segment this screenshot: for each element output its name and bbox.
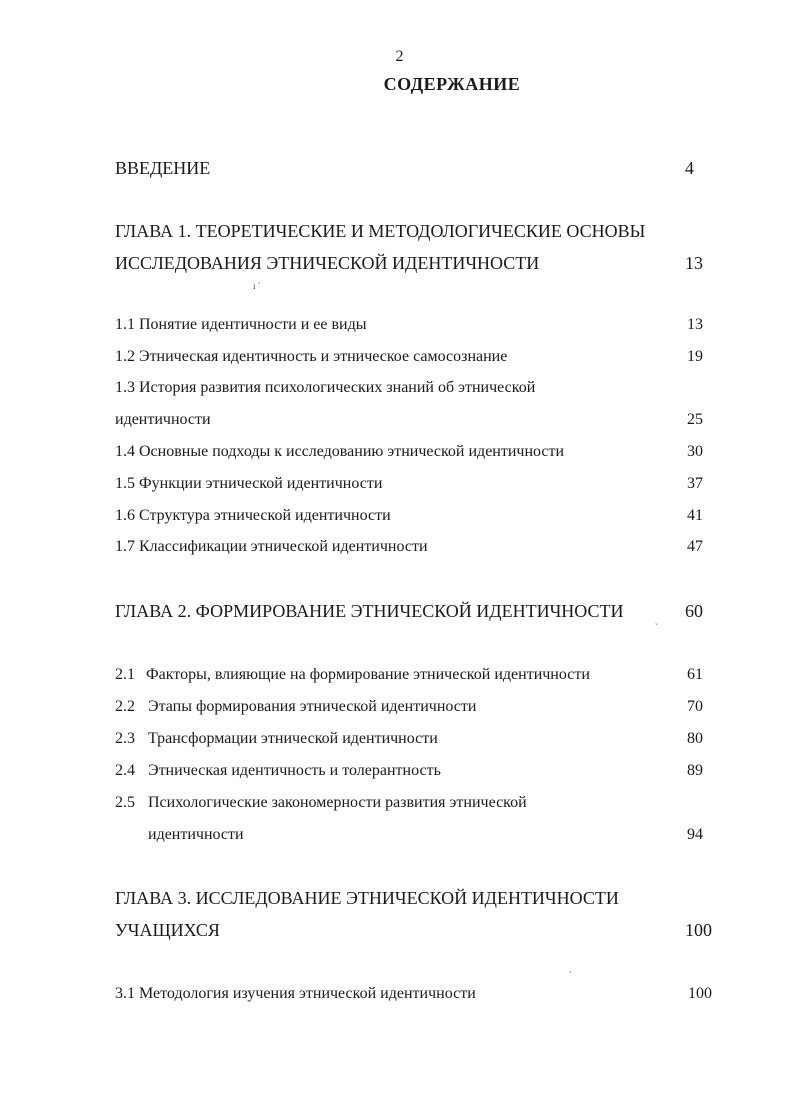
toc-section-1-6-page: 41 [687, 507, 703, 524]
toc-chapter2-page: 60 [685, 601, 703, 621]
toc-chapter1-title-line1: ГЛАВА 1. ТЕОРЕТИЧЕСКИЕ И МЕТОДОЛОГИЧЕСКИЕ ОСНОВЫ [115, 221, 646, 241]
toc-section-2-5-page: 94 [687, 826, 703, 843]
toc-section-2-3-page: 80 [687, 730, 703, 747]
toc-chapter2-title: ГЛАВА 2. ФОРМИРОВАНИЕ ЭТНИЧЕСКОЙ ИДЕНТИЧНОСТИ [115, 601, 624, 621]
toc-section-2-3: Трансформации этнической идентичности [148, 730, 438, 747]
toc-section-1-4-page: 30 [687, 443, 703, 460]
toc-section-1-2: 1.2 Этническая идентичность и этническое самосознание [115, 348, 508, 365]
toc-section-1-6: 1.6 Структура этнической идентичности [115, 507, 391, 524]
toc-section-2-5-num: 2.5 [115, 794, 135, 811]
scan-speck: ı ˊ [253, 281, 261, 291]
toc-section-2-1-page: 61 [687, 666, 703, 683]
toc-section-1-1: 1.1 Понятие идентичности и ее виды [115, 316, 367, 333]
toc-section-3-1-page: 100 [688, 985, 712, 1002]
toc-section-1-5-page: 37 [687, 475, 703, 492]
toc-intro-page: 4 [685, 158, 694, 178]
toc-section-2-5: Психологические закономерности развития этнической [148, 794, 527, 811]
toc-section-2-2-page: 70 [687, 698, 703, 715]
toc-section-2-4-page: 89 [687, 762, 703, 779]
toc-section-3-1: 3.1 Методология изучения этнической идентичности [115, 985, 476, 1002]
scan-speck: ˋ [655, 622, 658, 632]
toc-section-1-7-page: 47 [687, 538, 703, 555]
toc-intro-label: ВВЕДЕНИЕ [115, 158, 211, 178]
toc-section-1-2-page: 19 [687, 348, 703, 365]
toc-section-2-1: Факторы, влияющие на формирование этнической идентичности [146, 666, 590, 683]
toc-section-1-4: 1.4 Основные подходы к исследованию этнической идентичности [115, 443, 565, 460]
toc-section-2-2-num: 2.2 [115, 698, 135, 715]
toc-section-2-4: Этническая идентичность и толерантность [148, 762, 441, 779]
toc-section-1-5: 1.5 Функции этнической идентичности [115, 475, 383, 492]
page-number: 2 [395, 48, 404, 65]
toc-section-1-3: 1.3 История развития психологических знаний об этнической [115, 379, 536, 396]
toc-section-2-3-num: 2.3 [115, 730, 135, 747]
toc-section-1-7: 1.7 Классификации этнической идентичности [115, 538, 428, 555]
toc-section-1-1-page: 13 [687, 316, 703, 333]
toc-section-2-4-num: 2.4 [115, 762, 135, 779]
toc-chapter1-title-line2: ИССЛЕДОВАНИЯ ЭТНИЧЕСКОЙ ИДЕНТИЧНОСТИ [115, 253, 540, 273]
toc-section-1-3-cont: идентичности [115, 411, 211, 428]
toc-section-2-5-cont: идентичности [148, 826, 244, 843]
toc-chapter3-title-line2: УЧАЩИХСЯ [115, 920, 220, 940]
toc-chapter3-title-line1: ГЛАВА 3. ИССЛЕДОВАНИЕ ЭТНИЧЕСКОЙ ИДЕНТИЧНОСТИ [115, 888, 619, 908]
toc-chapter1-page: 13 [685, 253, 703, 273]
scan-speck: ˏ [569, 963, 572, 973]
toc-section-1-3-page: 25 [687, 411, 703, 428]
toc-section-2-2: Этапы формирования этнической идентичности [148, 698, 477, 715]
toc-chapter3-page: 100 [685, 920, 712, 940]
toc-section-2-1-num: 2.1 [115, 666, 135, 683]
page-title: СОДЕРЖАНИЕ [383, 74, 521, 94]
